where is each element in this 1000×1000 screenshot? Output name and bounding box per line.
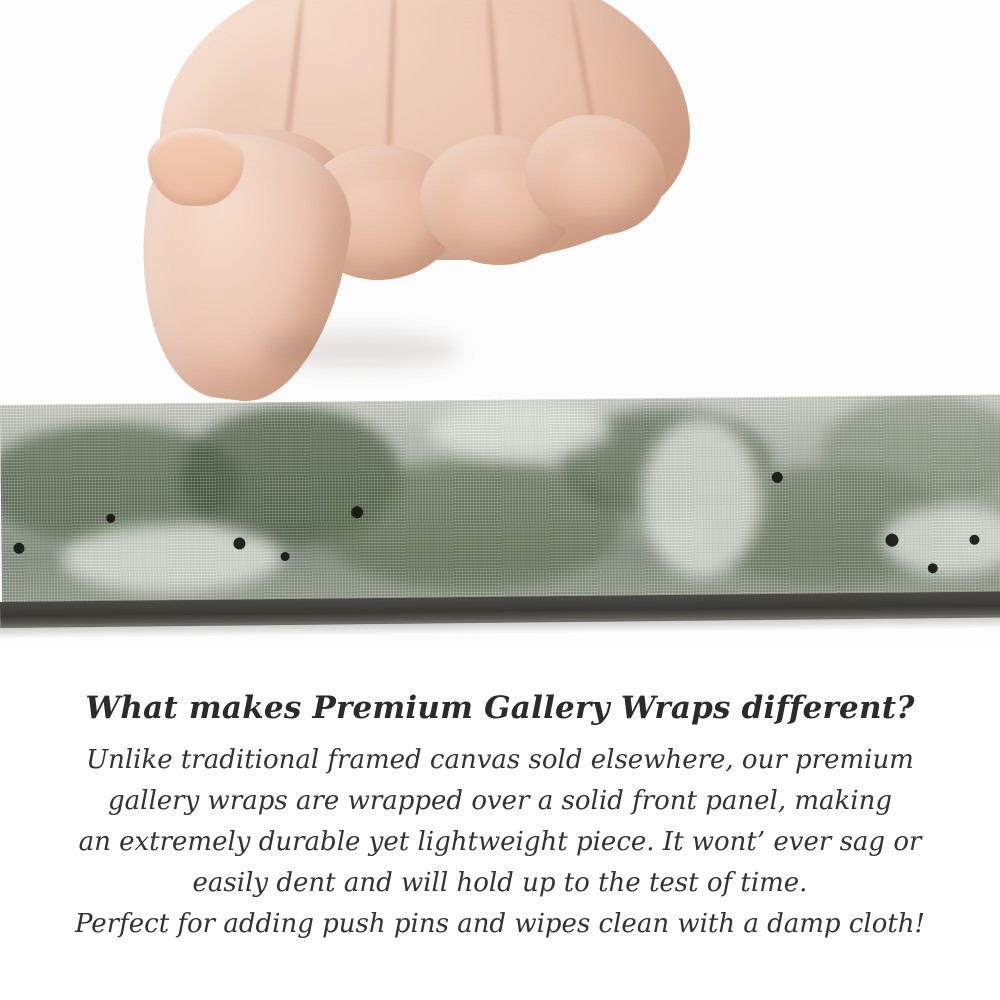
hand-shadow: [260, 330, 460, 370]
artwork-speck: [969, 535, 979, 545]
caption-line: Unlike traditional framed canvas sold elsewhere, our premium: [86, 745, 914, 775]
caption-line: Perfect for adding push pins and wipes clean with a damp cloth!: [74, 909, 925, 939]
artwork-speck: [281, 552, 290, 561]
caption-line: gallery wraps are wrapped over a solid front panel, making: [108, 786, 892, 816]
artwork-speck: [772, 472, 783, 483]
artwork-speck: [885, 534, 898, 547]
artwork-speck: [233, 537, 245, 549]
artwork-speck: [13, 543, 24, 554]
artwork-speck: [351, 506, 363, 518]
caption-block: [0, 690, 1000, 945]
caption-line: easily dent and will hold up to the test of time.: [192, 868, 808, 898]
hand-illustration: [120, 0, 720, 430]
canvas-edge-strip: [0, 395, 1000, 620]
thumbnail: [148, 128, 244, 206]
canvas-weave-texture: [0, 395, 1000, 620]
caption-heading: What makes Premium Gallery Wraps different?: [85, 690, 915, 726]
artwork-speck: [106, 514, 115, 523]
artwork-speck: [928, 563, 938, 573]
caption-line: an extremely durable yet lightweight piece. It wont’ ever sag or: [78, 827, 922, 857]
caption-body: [0, 740, 1000, 945]
